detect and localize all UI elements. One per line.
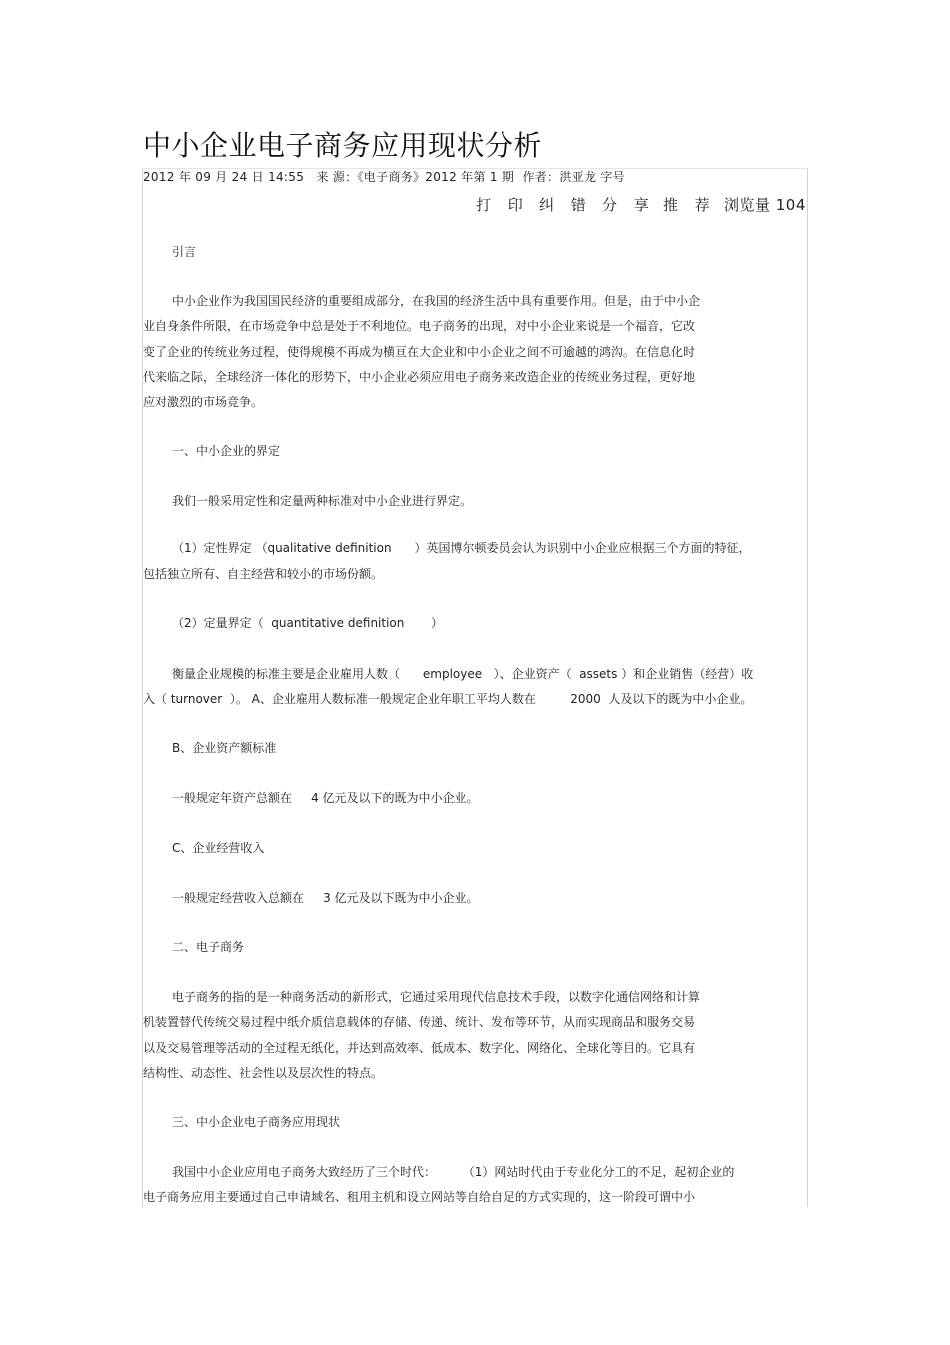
section-heading: 一、中小企业的界定 [172, 444, 281, 458]
correct-link[interactable]: 纠 错 [539, 196, 592, 214]
paragraph-line: 衡量企业规模的标准主要是企业雇用人数（ employee ）、企业资产（ assets ）和企业销售（经营）收 [172, 667, 754, 681]
share-link[interactable]: 分 享 [602, 196, 655, 214]
paragraph-line: （2）定量界定（ quantitative definition ） [172, 616, 444, 630]
paragraph-line: 业自身条件所限，在市场竞争中总是处于不利地位。电子商务的出现，对中小企业来说是一个福音，它改 [143, 319, 696, 333]
paragraph-line: 电子商务应用主要通过自己申请域名、租用主机和设立网站等自给自足的方式实现的，这一阶段可谓中小 [143, 1190, 696, 1204]
subsection-heading: C、企业经营收入 [172, 841, 265, 855]
paragraph-line: 结构性、动态性、社会性以及层次性的特点。 [143, 1066, 384, 1080]
paragraph-line: 包括独立所有、自主经营和较小的市场份额。 [143, 567, 384, 581]
article-title: 中小企业电子商务应用现状分析 [143, 129, 543, 162]
article-meta: 2012 年 09 月 24 日 14:55 来 源：《电子商务》2012 年第 1 期 作者：洪亚龙 字号 [143, 170, 625, 184]
paragraph-line: 中小企业作为我国国民经济的重要组成部分，在我国的经济生活中具有重要作用。但是，由于中小企 [172, 294, 701, 308]
recommend-link[interactable]: 推 荐 [663, 196, 716, 214]
heading-intro: 引言 [172, 245, 197, 259]
paragraph-line: 变了企业的传统业务过程，使得规模不再成为横亘在大企业和中小企业之间不可逾越的鸿沟。在信息化时 [143, 345, 696, 359]
paragraph-line: 电子商务的指的是一种商务活动的新形式，它通过采用现代信息技术手段，以数字化通信网络和计算 [172, 990, 701, 1004]
paragraph-line: 一般规定经营收入总额在 3 亿元及以下既为中小企业。 [172, 891, 479, 905]
subsection-heading: B、企业资产额标准 [172, 741, 277, 755]
paragraph-line: 机装置替代传统交易过程中纸介质信息载体的存储、传递、统计、发布等环节，从而实现商品和服务交易 [143, 1015, 696, 1029]
paragraph-line: 我国中小企业应用电子商务大致经历了三个时代： （1）网站时代由于专业化分工的不足，起初企业的 [172, 1165, 735, 1179]
paragraph-line: 我们一般采用定性和定量两种标准对中小企业进行界定。 [172, 494, 473, 508]
view-count: 浏览量 104 [724, 196, 806, 214]
paragraph-line: 以及交易管理等活动的全过程无纸化，并达到高效率、低成本、数字化、网络化、全球化等目的。它具有 [143, 1041, 696, 1055]
paragraph-line: （1）定性界定 （qualitative definition ）英国博尔顿委员会认为识别中小企业应根据三个方面的特征， [172, 541, 751, 555]
section-heading: 二、电子商务 [172, 940, 245, 954]
print-link[interactable]: 打 印 [476, 196, 529, 214]
paragraph-line: 应对激烈的市场竞争。 [143, 395, 264, 409]
paragraph-line: 入（ turnover ）。 A、企业雇用人数标准一般规定企业年职工平均人数在 2000 人及以下的既为中小企业。 [143, 692, 753, 706]
section-heading: 三、中小企业电子商务应用现状 [172, 1115, 341, 1129]
paragraph-line: 一般规定年资产总额在 4 亿元及以下的既为中小企业。 [172, 791, 479, 805]
paragraph-line: 代来临之际，全球经济一体化的形势下，中小企业必须应用电子商务来改造企业的传统业务过程，更好地 [143, 370, 696, 384]
article-toolbar [476, 194, 806, 216]
